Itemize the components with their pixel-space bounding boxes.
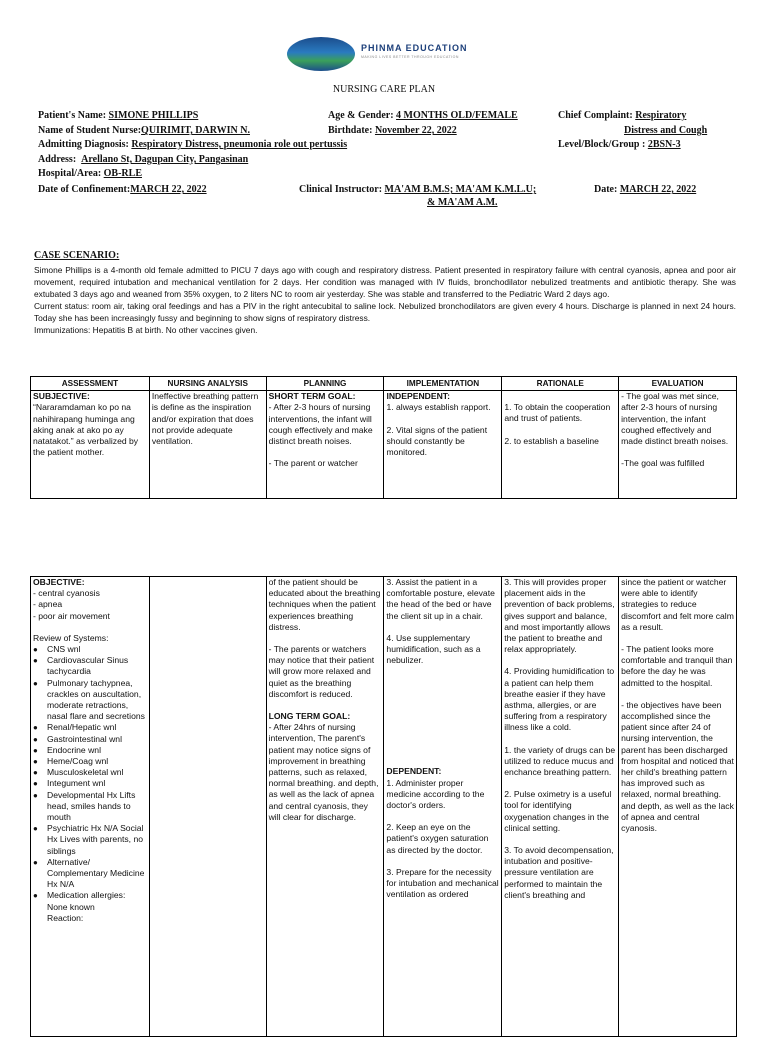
assessment-cell (31, 391, 150, 499)
implementation-cell (384, 391, 502, 499)
rationale-text: 2. to establish a baseline (504, 435, 599, 446)
care-plan-table-continued (30, 576, 737, 1037)
case-scenario-title: CASE SCENARIO: (34, 250, 120, 261)
planning-text: - After 2-3 hours of nursing interventions, the infant will cough effectively and make distinct breath noises. (268, 402, 373, 447)
implementation-text: 1. Administer proper medicine according to the doctor's orders. (386, 777, 485, 811)
address-field: Address: Arellano St, Dagupan City, Pangasinan (38, 154, 249, 165)
ros-item: ● Cardiovascular Sinus tachycardia (47, 655, 147, 677)
subjective-title: SUBJECTIVE: (33, 391, 90, 402)
case-scenario-text (34, 264, 736, 337)
birthdate-field: Birthdate: November 22, 2022 (328, 125, 457, 136)
evaluation-text: - The patient looks more comfortable and tranquil than before the day he was admitted to the hospital. (621, 644, 733, 688)
hospital-area-field: Hospital/Area: OB-RLE (38, 168, 142, 179)
independent-title: INDEPENDENT: (386, 391, 450, 402)
clinical-instructor-field: Clinical Instructor: MA'AM B.M.S; MA'AM K.M.L.U; (299, 184, 537, 195)
ros-item: ● Developmental Hx Lifts head, smiles hands to mouth (47, 790, 147, 824)
rationale-cell (502, 391, 619, 499)
planning-cell (266, 577, 384, 1037)
objective-cell (31, 577, 150, 1037)
implementation-cell (384, 577, 502, 1037)
case-paragraph: Simone Phillips is a 4-month old female admitted to PICU 7 days ago with cough and respiratory distress. Patient presented in respiratory failure with central cyanosis, apnea and poor air movement, required intubation and mechanical ventilation for 2 days. Her condition was managed with IV fluids, bronchodilator nebulized treatments and antibiotic therapy. She was extubated 3 days ago and weaned from 35% oxygen, to 2 liters NC to room air yesterday. She was stable and transferred to the Pediatric Ward 2 days ago. (34, 265, 736, 300)
age-gender-field: Age & Gender: 4 MONTHS OLD/FEMALE (328, 110, 518, 121)
admitting-diagnosis-field: Admitting Diagnosis: Respiratory Distress, pneumonia role out pertussis (38, 139, 348, 150)
rationale-text: 2. Pulse oximetry is a useful tool for identifying oxygenation changes in the clinical setting. (504, 789, 612, 833)
ros-item: ● Pulmonary tachypnea, crackles on auscultation, moderate retractions, nasal flare and secretions (47, 678, 147, 723)
col-planning: PLANNING (266, 377, 384, 391)
level-field: Level/Block/Group : 2BSN-3 (558, 139, 681, 150)
planning-text: of the patient should be educated about the breathing techniques when the patient experiences breathing distress. (268, 577, 381, 632)
ros-reaction: Reaction: (47, 912, 84, 923)
care-plan-table (30, 376, 737, 499)
logo-tagline: MAKING LIVES BETTER THROUGH EDUCATION (361, 55, 459, 59)
ros-item: ● Alternative/ Complementary Medicine Hx N/A (47, 857, 147, 891)
implementation-text: 3. Assist the patient in a comfortable posture, elevate the head of the bed or have the client sit up in a chair. (386, 577, 495, 621)
document-title: NURSING CARE PLAN (332, 84, 436, 95)
review-of-systems-title: Review of Systems: (33, 632, 109, 643)
logo-emblem-icon (287, 37, 355, 71)
rationale-text: 1. the variety of drugs can be utilized to reduce mucus and enchance breathing pattern. (504, 744, 616, 778)
ros-item: ● Musculoskeletal wnl (47, 767, 147, 778)
planning-cell (266, 391, 384, 499)
ros-item: ● Endocrine wnl (47, 745, 147, 756)
col-nursing-analysis: NURSING ANALYSIS (149, 377, 266, 391)
dependent-title: DEPENDENT: (386, 766, 442, 777)
col-assessment: ASSESSMENT (31, 377, 150, 391)
ros-item: ● Heme/Coag wnl (47, 756, 147, 767)
objective-item: - central cyanosis (33, 588, 100, 599)
case-paragraph: Immunizations: Hepatitis B at birth. No other vaccines given. (34, 325, 258, 336)
clinical-instructor-cont: & MA'AM A.M. (427, 197, 498, 208)
objective-item: - apnea (33, 599, 63, 610)
implementation-text: 3. Prepare for the necessity for intubation and mechanical ventilation as ordered (386, 866, 499, 900)
rationale-text: 1. To obtain the cooperation and trust of patients. (504, 402, 611, 424)
planning-text: - After 24hrs of nursing intervention, The parent's patient may notice signs of improvement in breathing patterns, such as relaxed, normal breathing. and depth, as well as the lack of apnea and central cyanosis, they will clear for discharge. (268, 722, 379, 822)
analysis-cell (149, 391, 266, 499)
chief-complaint-field: Chief Complaint: Respiratory (558, 110, 687, 121)
evaluation-text: - The goal was met since, after 2-3 hours of nursing intervention, the infant coughed effectively and made distinct breath noises. (621, 391, 729, 447)
short-term-goal-title: SHORT TERM GOAL: (268, 391, 356, 402)
col-evaluation: EVALUATION (619, 377, 737, 391)
ros-item: ● Integument wnl (47, 778, 147, 789)
evaluation-cell (619, 577, 737, 1037)
implementation-text: 1. always establish rapport. (386, 402, 491, 413)
ros-item: ● CNS wnl (47, 644, 147, 655)
ros-item: ● Gastrointestinal wnl (47, 734, 147, 745)
planning-text: - The parent or watcher (268, 458, 358, 469)
rationale-text: 3. To avoid decompensation, intubation and positive-pressure ventilation are performed to maintain the client's breathing and (504, 845, 614, 900)
date-field: Date: MARCH 22, 2022 (594, 184, 697, 195)
long-term-goal-title: LONG TERM GOAL: (268, 711, 351, 722)
subjective-text: “Nararamdaman ko po na nahihirapang huminga ang aking anak at ako po ay natatakot.” as verbalized by the patient mother. (33, 402, 139, 458)
student-nurse-field: Name of Student Nurse:QUIRIMIT, DARWIN N. (38, 125, 250, 136)
chief-complaint-cont: Distress and Cough (624, 125, 708, 136)
implementation-text: 4. Use supplementary humidification, such as a nebulizer. (386, 632, 481, 666)
rationale-text: 4. Providing humidification to a patient can help them breathe easier if they have asthma, allergies, or are suffering from a respiratory illness like a cold. (504, 666, 615, 733)
ros-item: ● Medication allergies: None known (47, 890, 147, 912)
col-rationale: RATIONALE (502, 377, 619, 391)
rationale-cell (502, 577, 619, 1037)
evaluation-text: - the objectives have been accomplished since the patient since after 24 of nursing intervention, the parent has been discharged from hospital and noticed that her child's breathing pattern has improved such as relaxed, normal breathing. and depth, as well as the lack of apnea and central cyanosis. (621, 699, 734, 834)
col-implementation: IMPLEMENTATION (384, 377, 502, 391)
evaluation-text: since the patient or watcher were able to identify strategies to reduce discomfort and felt more calm as a result. (621, 577, 734, 632)
planning-text: - The parents or watchers may notice that their patient will grow more relaxed and quiet as the breathing discomfort is reduced. (268, 644, 375, 699)
patient-name-field: Patient's Name: SIMONE PHILLIPS (38, 110, 199, 121)
ros-item: ● Psychiatric Hx N/A Social Hx Lives with parents, no siblings (47, 823, 147, 857)
objective-item: - poor air movement (33, 610, 110, 621)
phinma-logo (287, 33, 487, 75)
rationale-text: 3. This will provides proper placement aids in the prevention of back problems, gives support and balance, and most importantly allows the patient to breathe and relax appropriately. (504, 577, 615, 655)
case-paragraph: Current status: room air, taking oral feedings and has a PIV in the right antecubital to saline lock. Nebulized bronchodilators are given every 4 hours. Discharge is planned in next 24 hours. Today she has been increasingly fussy and beginning to show signs of respiratory distress. (34, 301, 736, 324)
ros-item: ● Renal/Hepatic wnl (47, 722, 147, 733)
logo-name: PHINMA EDUCATION (361, 43, 468, 53)
confinement-date-field: Date of Confinement:MARCH 22, 2022 (38, 184, 207, 195)
evaluation-text: -The goal was fulfilled (621, 458, 705, 469)
analysis-text: Ineffective breathing pattern is define as the inspiration and/or expiration that does not provide adequate ventilation. (151, 391, 259, 447)
implementation-text: 2. Keep an eye on the patient's oxygen saturation as directed by the doctor. (386, 822, 489, 855)
implementation-text: 2. Vital signs of the patient should constantly be monitored. (386, 424, 488, 458)
analysis-cell-empty (149, 577, 266, 1037)
objective-title: OBJECTIVE: (33, 577, 85, 587)
evaluation-cell (619, 391, 737, 499)
review-of-systems-list (33, 644, 147, 913)
